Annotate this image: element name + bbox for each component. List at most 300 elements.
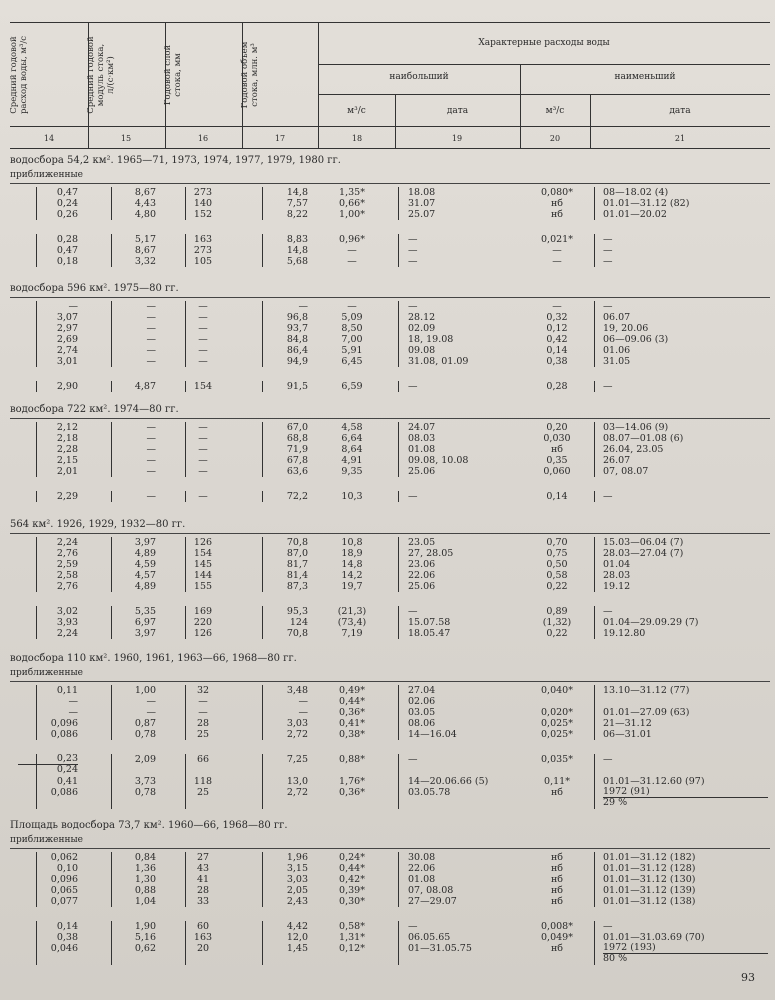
cell-col17: 81,4 bbox=[286, 570, 308, 581]
cell-col19: 27, 28.05 bbox=[408, 548, 454, 559]
cell-col14: 2,28 bbox=[56, 444, 78, 455]
cell-col19: 01.08 bbox=[408, 874, 436, 885]
section-subtitle: приближенные bbox=[10, 835, 83, 845]
cell-col21: 08—18.02 (4) bbox=[603, 187, 669, 198]
cell-col18: 0,38* bbox=[339, 729, 365, 740]
cell-col20: — bbox=[552, 301, 562, 312]
cell-col16: 41 bbox=[196, 874, 210, 885]
cell-col17: 70,8 bbox=[286, 628, 308, 639]
cell-col18: 0,24* bbox=[339, 852, 365, 863]
cell-col16: 154 bbox=[193, 548, 213, 559]
cell-col17: 124 bbox=[289, 617, 308, 628]
cell-col20: нб bbox=[550, 787, 564, 798]
cell-col20: 0,22 bbox=[546, 628, 568, 639]
cell-col15: 3,73 bbox=[134, 776, 156, 787]
cell-col17: 3,48 bbox=[286, 685, 308, 696]
cell-col16: — bbox=[198, 707, 208, 718]
cell-col17: — bbox=[298, 707, 308, 718]
cell-col18: 0,96* bbox=[339, 234, 365, 245]
cell-col15: 4,59 bbox=[134, 559, 156, 570]
cell-col18: 14,2 bbox=[341, 570, 363, 581]
cell-col16: 140 bbox=[193, 198, 213, 209]
table-row bbox=[10, 885, 770, 896]
cell-col21: 01.01—31.12 (82) bbox=[603, 198, 690, 209]
cell-col17: 4,42 bbox=[286, 921, 308, 932]
cell-col17: 5,68 bbox=[286, 256, 308, 267]
cell-col14: 3,07 bbox=[56, 312, 78, 323]
cell-col14: 0,41 bbox=[56, 776, 78, 787]
cell-col21: 01.01—31.12 (138) bbox=[603, 896, 696, 907]
cell-col14: 0,046 bbox=[50, 943, 78, 954]
cell-col18: 8,50 bbox=[341, 323, 363, 334]
cell-col21: 13.10—31.12 (77) bbox=[603, 685, 690, 696]
cell-col18: 14,8 bbox=[341, 559, 363, 570]
cell-col19: 27—29.07 bbox=[408, 896, 457, 907]
cell-col18: 9,35 bbox=[341, 466, 363, 477]
cell-col16: 273 bbox=[193, 245, 213, 256]
cell-col20: (1,32) bbox=[542, 617, 572, 628]
cell-col15: 4,89 bbox=[134, 548, 156, 559]
cell-col21: 01.06 bbox=[603, 345, 631, 356]
cell-col19: 31.07 bbox=[408, 198, 436, 209]
cell-col16: 66 bbox=[196, 754, 210, 765]
cell-col17: 87,0 bbox=[286, 548, 308, 559]
header-col17: Годовой объем стока, млн. м³ bbox=[240, 41, 260, 109]
cell-col14: 2,90 bbox=[56, 381, 78, 392]
table-row bbox=[10, 256, 770, 267]
cell-col17: 68,8 bbox=[286, 433, 308, 444]
cell-col15: — bbox=[146, 345, 156, 356]
table-header bbox=[10, 22, 770, 149]
cell-col21: — bbox=[603, 245, 613, 256]
cell-col14: 0,24 bbox=[56, 198, 78, 209]
table-row bbox=[10, 852, 770, 863]
cell-col15: — bbox=[146, 323, 156, 334]
cell-col15: 1,90 bbox=[134, 921, 156, 932]
cell-col16: — bbox=[198, 422, 208, 433]
cell-col18: 7,00 bbox=[341, 334, 363, 345]
cell-col19: — bbox=[408, 301, 418, 312]
cell-col17: 2,05 bbox=[286, 885, 308, 896]
table-row bbox=[10, 245, 770, 256]
cell-col21: 01.01—31.12 (182) bbox=[603, 852, 696, 863]
cell-col21: — bbox=[603, 234, 613, 245]
cell-col14: 0,062 bbox=[50, 852, 78, 863]
cell-col14: 2,24 bbox=[56, 628, 78, 639]
cell-col17: 94,9 bbox=[286, 356, 308, 367]
cell-col20: 0,58 bbox=[546, 570, 568, 581]
cell-col16: 154 bbox=[193, 381, 213, 392]
cell-col17: 12,0 bbox=[286, 932, 308, 943]
cell-col21: 21—31.12 bbox=[603, 718, 652, 729]
cell-col14: 0,14 bbox=[56, 921, 78, 932]
cell-col19: 28.12 bbox=[408, 312, 436, 323]
cell-col20: 0,32 bbox=[546, 312, 568, 323]
cell-col21: — bbox=[603, 921, 613, 932]
cell-col21: 19.12 bbox=[603, 581, 631, 592]
table-row bbox=[10, 455, 770, 466]
page-number: 93 bbox=[741, 971, 755, 984]
cell-col20: 0,14 bbox=[546, 491, 568, 502]
col-number-19: 19 bbox=[451, 134, 463, 143]
cell-col21: — bbox=[603, 491, 613, 502]
cell-col19: 02.09 bbox=[408, 323, 436, 334]
table-row bbox=[10, 932, 770, 943]
section-title: водосбора 722 км². 1974—80 гг. bbox=[10, 404, 179, 415]
cell-col21: 01.01—27.09 (63) bbox=[603, 707, 690, 718]
cell-col18: 0,39* bbox=[339, 885, 365, 896]
fraction-denominator: 80 % bbox=[603, 953, 628, 964]
table-row bbox=[10, 617, 770, 628]
cell-col18: (73,4) bbox=[337, 617, 367, 628]
cell-col21: 31.05 bbox=[603, 356, 631, 367]
cell-col15: 4,43 bbox=[134, 198, 156, 209]
cell-col15: 1,36 bbox=[134, 863, 156, 874]
cell-col16: — bbox=[198, 323, 208, 334]
table-row bbox=[10, 466, 770, 477]
cell-col18: 8,64 bbox=[341, 444, 363, 455]
section-subtitle: приближенные bbox=[10, 170, 83, 180]
cell-col19: 01—31.05.75 bbox=[408, 943, 472, 954]
cell-col20: 0,38 bbox=[546, 356, 568, 367]
cell-col18: 0,66* bbox=[339, 198, 365, 209]
section-title: Площадь водосбора 73,7 км². 1960—66, 1968—80 гг. bbox=[10, 820, 288, 831]
cell-col20: 0,035* bbox=[541, 754, 573, 765]
cell-col20: 0,025* bbox=[541, 718, 573, 729]
cell-col16: 169 bbox=[193, 606, 213, 617]
cell-col16: 126 bbox=[193, 628, 213, 639]
cell-col21: 01.01—31.12 (139) bbox=[603, 885, 696, 896]
cell-col15: 5,35 bbox=[134, 606, 156, 617]
cell-col16: 105 bbox=[193, 256, 213, 267]
cell-col17: 3,15 bbox=[286, 863, 308, 874]
section-title: водосбора 596 км². 1975—80 гг. bbox=[10, 283, 179, 294]
cell-col21: 06—31.01 bbox=[603, 729, 652, 740]
cell-col20: 0,020* bbox=[541, 707, 573, 718]
cell-col16: 163 bbox=[193, 234, 213, 245]
cell-col19: 06.05.65 bbox=[408, 932, 451, 943]
cell-col19: 03.05 bbox=[408, 707, 436, 718]
cell-col15: 0,84 bbox=[134, 852, 156, 863]
cell-col18: 4,91 bbox=[341, 455, 363, 466]
cell-col19: — bbox=[408, 256, 418, 267]
cell-col20: нб bbox=[550, 852, 564, 863]
cell-col16: 118 bbox=[193, 776, 213, 787]
table-row bbox=[10, 718, 770, 729]
cell-col20: 0,008* bbox=[541, 921, 573, 932]
table-row bbox=[10, 198, 770, 209]
table-row bbox=[10, 548, 770, 559]
cell-col18: 0,58* bbox=[339, 921, 365, 932]
cell-col21: 01.04—29.09.29 (7) bbox=[603, 617, 699, 628]
cell-col14: 0,096 bbox=[50, 718, 78, 729]
cell-col18: 0,30* bbox=[339, 896, 365, 907]
cell-col15: — bbox=[146, 433, 156, 444]
table-row bbox=[10, 570, 770, 581]
table-row bbox=[10, 628, 770, 639]
cell-col16: 60 bbox=[196, 921, 210, 932]
cell-col18: 1,00* bbox=[339, 209, 365, 220]
cell-col19: — bbox=[408, 381, 418, 392]
cell-col16: 28 bbox=[196, 718, 210, 729]
cell-col19: — bbox=[408, 234, 418, 245]
cell-col16: — bbox=[198, 466, 208, 477]
cell-col20: 0,049* bbox=[541, 932, 573, 943]
cell-col18: — bbox=[347, 256, 357, 267]
cell-col16: — bbox=[198, 356, 208, 367]
header-min: наименьший bbox=[614, 72, 676, 82]
header-max: наибольший bbox=[389, 72, 449, 82]
table-row bbox=[10, 334, 770, 345]
table-row bbox=[10, 433, 770, 444]
cell-col16: — bbox=[198, 301, 208, 312]
cell-col21: 19.12.80 bbox=[603, 628, 646, 639]
cell-col15: 4,80 bbox=[134, 209, 156, 220]
cell-col21: 15.03—06.04 (7) bbox=[603, 537, 684, 548]
table-row bbox=[10, 234, 770, 245]
col-number-16: 16 bbox=[197, 134, 209, 143]
cell-col19: 18.08 bbox=[408, 187, 436, 198]
cell-col21: — bbox=[603, 256, 613, 267]
cell-col15: 2,09 bbox=[134, 754, 156, 765]
cell-col16: 163 bbox=[193, 932, 213, 943]
table-row bbox=[10, 685, 770, 696]
fraction-numerator: 1972 (193) bbox=[603, 943, 768, 954]
cell-col15: 3,32 bbox=[134, 256, 156, 267]
cell-col18: 0,44* bbox=[339, 863, 365, 874]
cell-col21: 08.07—01.08 (6) bbox=[603, 433, 684, 444]
cell-col20: 0,040* bbox=[541, 685, 573, 696]
cell-col21: 19, 20.06 bbox=[603, 323, 649, 334]
cell-col20: — bbox=[552, 256, 562, 267]
cell-col19: 22.06 bbox=[408, 570, 436, 581]
cell-col18: 0,12* bbox=[339, 943, 365, 954]
cell-col15: — bbox=[146, 491, 156, 502]
cell-col17: — bbox=[298, 696, 308, 707]
section-title: водосбора 110 км². 1960, 1961, 1963—66, 1968—80 гг. bbox=[10, 653, 297, 664]
cell-col19: 25.07 bbox=[408, 209, 436, 220]
cell-col14: 0,065 bbox=[50, 885, 78, 896]
cell-col19: 15.07.58 bbox=[408, 617, 451, 628]
fraction-denominator: 0,24 bbox=[56, 764, 78, 775]
cell-col18: 0,49* bbox=[339, 685, 365, 696]
cell-col14: — bbox=[68, 301, 78, 312]
col-number-17: 17 bbox=[274, 134, 286, 143]
cell-col15: 1,04 bbox=[134, 896, 156, 907]
cell-col14: 2,58 bbox=[56, 570, 78, 581]
table-row bbox=[10, 345, 770, 356]
table-row bbox=[10, 381, 770, 392]
cell-col16: — bbox=[198, 334, 208, 345]
section-title: 564 км². 1926, 1929, 1932—80 гг. bbox=[10, 519, 186, 530]
section-title: водосбора 54,2 км². 1965—71, 1973, 1974, 1977, 1979, 1980 гг. bbox=[10, 155, 341, 166]
cell-col17: 13,0 bbox=[286, 776, 308, 787]
cell-col19: 27.04 bbox=[408, 685, 436, 696]
cell-col21: — bbox=[603, 381, 613, 392]
cell-col14: 2,59 bbox=[56, 559, 78, 570]
cell-col15: 0,78 bbox=[134, 787, 156, 798]
cell-col18: — bbox=[347, 245, 357, 256]
cell-col19: 01.08 bbox=[408, 444, 436, 455]
cell-col18: 0,36* bbox=[339, 787, 365, 798]
cell-col20: нб bbox=[550, 896, 564, 907]
col-number-18: 18 bbox=[351, 134, 363, 143]
table-row bbox=[10, 312, 770, 323]
table-row bbox=[10, 921, 770, 932]
cell-col14: 0,10 bbox=[56, 863, 78, 874]
cell-col19: 24.07 bbox=[408, 422, 436, 433]
cell-col17: 8,22 bbox=[286, 209, 308, 220]
cell-col21: — bbox=[603, 754, 613, 765]
cell-col16: 155 bbox=[193, 581, 213, 592]
table-row bbox=[10, 729, 770, 740]
cell-col17: 2,72 bbox=[286, 787, 308, 798]
header-date19: дата bbox=[446, 106, 469, 116]
cell-col14: 2,15 bbox=[56, 455, 78, 466]
cell-col18: 7,19 bbox=[341, 628, 363, 639]
cell-col16: 152 bbox=[193, 209, 213, 220]
cell-col20: нб bbox=[550, 209, 564, 220]
cell-col20: 0,12 bbox=[546, 323, 568, 334]
cell-col21: 06.07 bbox=[603, 312, 631, 323]
table-row bbox=[10, 356, 770, 367]
cell-col18: 0,36* bbox=[339, 707, 365, 718]
table-row bbox=[10, 187, 770, 198]
cell-col17: 1,45 bbox=[286, 943, 308, 954]
cell-col17: 67,8 bbox=[286, 455, 308, 466]
cell-col21: 26.07 bbox=[603, 455, 631, 466]
cell-col19: 22.06 bbox=[408, 863, 436, 874]
cell-col19: 09.08 bbox=[408, 345, 436, 356]
cell-col16: 33 bbox=[196, 896, 210, 907]
cell-col17: 3,03 bbox=[286, 874, 308, 885]
cell-col16: 28 bbox=[196, 885, 210, 896]
cell-col15: 4,87 bbox=[134, 381, 156, 392]
table-row bbox=[10, 581, 770, 592]
cell-col18: 1,76* bbox=[339, 776, 365, 787]
cell-col17: 71,9 bbox=[286, 444, 308, 455]
cell-col20: 0,060 bbox=[543, 466, 571, 477]
cell-col19: 23.06 bbox=[408, 559, 436, 570]
cell-col16: 27 bbox=[196, 852, 210, 863]
cell-col21: 01.04 bbox=[603, 559, 631, 570]
cell-col21: 06—09.06 (3) bbox=[603, 334, 669, 345]
cell-col15: — bbox=[146, 466, 156, 477]
cell-col15: 5,17 bbox=[134, 234, 156, 245]
cell-col21: 26.04, 23.05 bbox=[603, 444, 664, 455]
cell-col17: 2,72 bbox=[286, 729, 308, 740]
cell-col17: 63,6 bbox=[286, 466, 308, 477]
cell-col14: 2,01 bbox=[56, 466, 78, 477]
cell-col14: — bbox=[68, 696, 78, 707]
cell-col18: — bbox=[347, 301, 357, 312]
cell-col15: 1,30 bbox=[134, 874, 156, 885]
cell-col18: 5,09 bbox=[341, 312, 363, 323]
table-row bbox=[10, 209, 770, 220]
cell-col18: 0,88* bbox=[339, 754, 365, 765]
table-row bbox=[10, 301, 770, 312]
cell-col21: — bbox=[603, 606, 613, 617]
cell-col20: 0,025* bbox=[541, 729, 573, 740]
cell-col17: 72,2 bbox=[286, 491, 308, 502]
cell-col21: — bbox=[603, 301, 613, 312]
cell-col15: 0,87 bbox=[134, 718, 156, 729]
cell-col19: 31.08, 01.09 bbox=[408, 356, 469, 367]
cell-col16: — bbox=[198, 696, 208, 707]
cell-col15: — bbox=[146, 444, 156, 455]
cell-col14: 0,11 bbox=[56, 685, 78, 696]
cell-col16: 126 bbox=[193, 537, 213, 548]
cell-col20: 0,75 bbox=[546, 548, 568, 559]
cell-col17: 86,4 bbox=[286, 345, 308, 356]
cell-col19: — bbox=[408, 921, 418, 932]
header-col14: Средний годовой расход воды, м³/с bbox=[9, 35, 29, 115]
cell-col19: 08.03 bbox=[408, 433, 436, 444]
table-row bbox=[10, 776, 770, 787]
cell-col21 bbox=[603, 787, 768, 808]
cell-col16: 220 bbox=[193, 617, 213, 628]
cell-col15: 3,97 bbox=[134, 628, 156, 639]
cell-col16: 32 bbox=[196, 685, 210, 696]
cell-col17: 96,8 bbox=[286, 312, 308, 323]
cell-col20: 0,89 bbox=[546, 606, 568, 617]
table-row bbox=[10, 491, 770, 502]
table-row bbox=[10, 707, 770, 718]
table-row bbox=[10, 787, 770, 809]
cell-col17: 87,3 bbox=[286, 581, 308, 592]
cell-col15: — bbox=[146, 356, 156, 367]
cell-col16: — bbox=[198, 433, 208, 444]
cell-col20: 0,70 bbox=[546, 537, 568, 548]
cell-col20: нб bbox=[550, 943, 564, 954]
cell-col20: нб bbox=[550, 885, 564, 896]
table-row bbox=[10, 696, 770, 707]
cell-col18: 0,41* bbox=[339, 718, 365, 729]
cell-col17: 70,8 bbox=[286, 537, 308, 548]
cell-col14: 0,47 bbox=[56, 245, 78, 256]
cell-col20: — bbox=[552, 245, 562, 256]
cell-col19: 18.05.47 bbox=[408, 628, 451, 639]
col-number-21: 21 bbox=[674, 134, 686, 143]
cell-col19: 03.05.78 bbox=[408, 787, 451, 798]
table-row bbox=[10, 422, 770, 433]
cell-col14: 0,28 bbox=[56, 234, 78, 245]
cell-col20: 0,22 bbox=[546, 581, 568, 592]
cell-col21: 01.01—31.12 (130) bbox=[603, 874, 696, 885]
cell-col14 bbox=[18, 754, 78, 775]
cell-col16: 43 bbox=[196, 863, 210, 874]
col-number-20: 20 bbox=[549, 134, 561, 143]
cell-col18: 19,7 bbox=[341, 581, 363, 592]
cell-col21: 01.01—31.03.69 (70) bbox=[603, 932, 705, 943]
cell-col15: 0,62 bbox=[134, 943, 156, 954]
cell-col17: 2,43 bbox=[286, 896, 308, 907]
cell-col20: 0,50 bbox=[546, 559, 568, 570]
cell-col18: 1,35* bbox=[339, 187, 365, 198]
cell-col15: 4,57 bbox=[134, 570, 156, 581]
cell-col14: 2,74 bbox=[56, 345, 78, 356]
section-subtitle: приближенные bbox=[10, 668, 83, 678]
cell-col19: 14—16.04 bbox=[408, 729, 457, 740]
cell-col19: 23.05 bbox=[408, 537, 436, 548]
cell-col17: 93,7 bbox=[286, 323, 308, 334]
fraction-denominator: 29 % bbox=[603, 797, 628, 808]
cell-col14: 2,18 bbox=[56, 433, 78, 444]
cell-col15: — bbox=[146, 312, 156, 323]
table-row bbox=[10, 537, 770, 548]
cell-col16: — bbox=[198, 345, 208, 356]
cell-col18: 18,9 bbox=[341, 548, 363, 559]
